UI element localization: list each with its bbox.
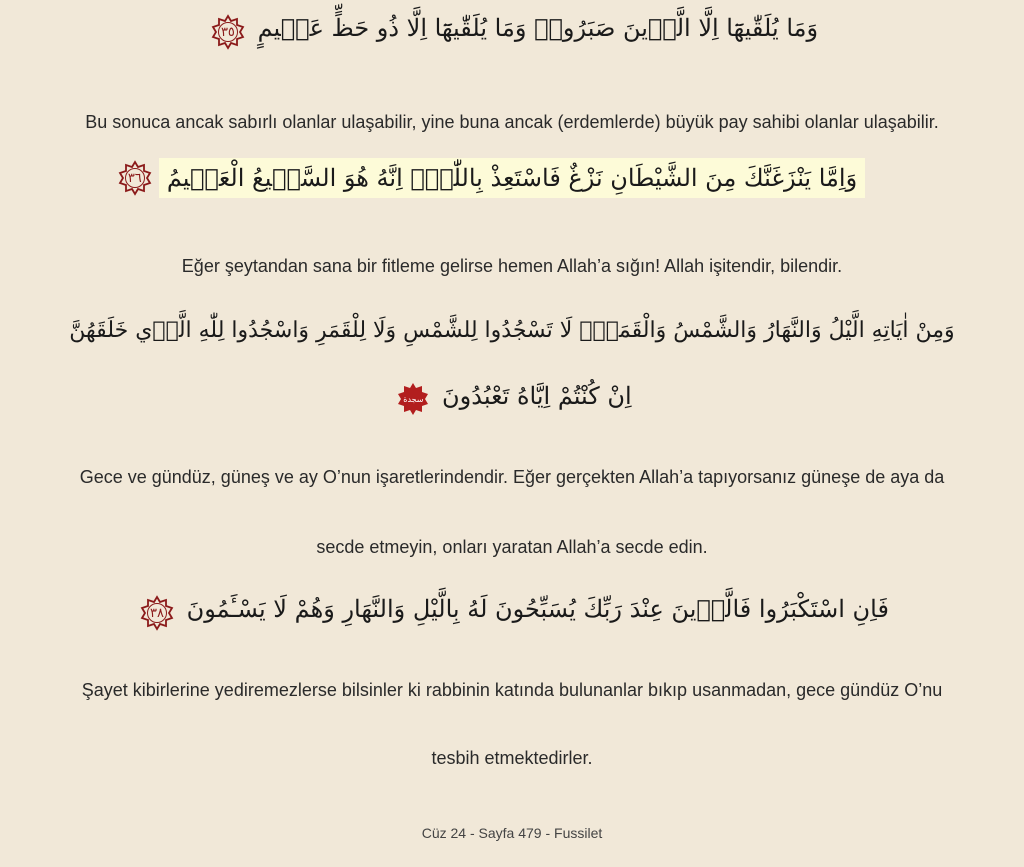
ayah-number-38: ٣٨ — [150, 605, 164, 621]
ayah-number-36: ٣٦ — [127, 170, 142, 186]
translation-37-line-1: Gece ve gündüz, güneş ve ay O’nun işaretlerindendir. Eğer gerçekten Allah’a tapıyorsanız güneşe de aya da — [79, 467, 945, 487]
verse-36-arabic: وَاِمَّا يَنْزَغَنَّكَ مِنَ الشَّيْطَانِ نَزْغٌ فَاسْتَعِذْ بِاللّٰهِۜ اِنَّهُ هُوَ السَّم۪يعُ الْعَل۪يمُ — [166, 164, 858, 192]
verse-37-arabic-line-1: وَمِنْ اٰيَاتِهِ الَّيْلُ وَالنَّهَارُ وَالشَّمْسُ وَالْقَمَرُۜ لَا تَسْجُدُوا لِلشَّمْسِ وَلَا لِلْقَمَرِ وَاسْجُدُوا لِلّٰهِ الَّذ۪ي خَلَقَهُنَّ — [69, 318, 955, 343]
verse-37-line-1[interactable] — [0, 318, 1024, 343]
ayah-number-35: ٣٥ — [220, 24, 235, 40]
ayah-number-35-icon — [210, 14, 246, 50]
ayah-number-38-icon — [139, 595, 175, 631]
translation-38-line-1: Şayet kibirlerine yediremezlerse bilsinler ki rabbinin katında bulunanlar bıkıp usanmadan, gece gündüz O’nu — [81, 680, 943, 700]
sajdah-icon — [396, 382, 430, 416]
translation-38-line-2: tesbih etmektedirler. — [431, 748, 593, 768]
verse-36[interactable] — [0, 158, 1024, 198]
verse-35[interactable] — [0, 14, 1024, 50]
translation-37-line-2: secde etmeyin, onları yaratan Allah’a secde edin. — [316, 537, 708, 557]
verse-35-arabic: وَمَا يُلَقّٰيهَٓا اِلَّا الَّذ۪ينَ صَبَرُواۚ وَمَا يُلَقّٰيهَٓا اِلَّا ذُو حَظٍّ عَظ۪يمٍ — [257, 14, 819, 42]
translation-35: Bu sonuca ancak sabırlı olanlar ulaşabilir, yine buna ancak (erdemlerde) büyük pay sahibi olanlar ulaşabilir. — [85, 112, 939, 132]
ayah-number-36-icon — [117, 160, 153, 196]
verse-37-line-2[interactable] — [0, 382, 1024, 416]
verse-37-arabic-line-2: اِنْ كُنْتُمْ اِيَّاهُ تَعْبُدُونَ — [442, 382, 632, 410]
verse-38-arabic: فَاِنِ اسْتَكْبَرُوا فَالَّذ۪ينَ عِنْدَ رَبِّكَ يُسَبِّحُونَ لَهُ بِالَّيْلِ وَالنَّهَارِ وَهُمْ لَا يَسْـَٔمُونَ — [186, 595, 889, 623]
sajdah-label: سجدة — [403, 394, 424, 404]
page-footer: Cüz 24 - Sayfa 479 - Fussilet — [421, 825, 603, 841]
translation-36: Eğer şeytandan sana bir fitleme gelirse hemen Allah’a sığın! Allah işitendir, bilendir. — [181, 256, 843, 276]
verse-38[interactable] — [0, 595, 1024, 631]
